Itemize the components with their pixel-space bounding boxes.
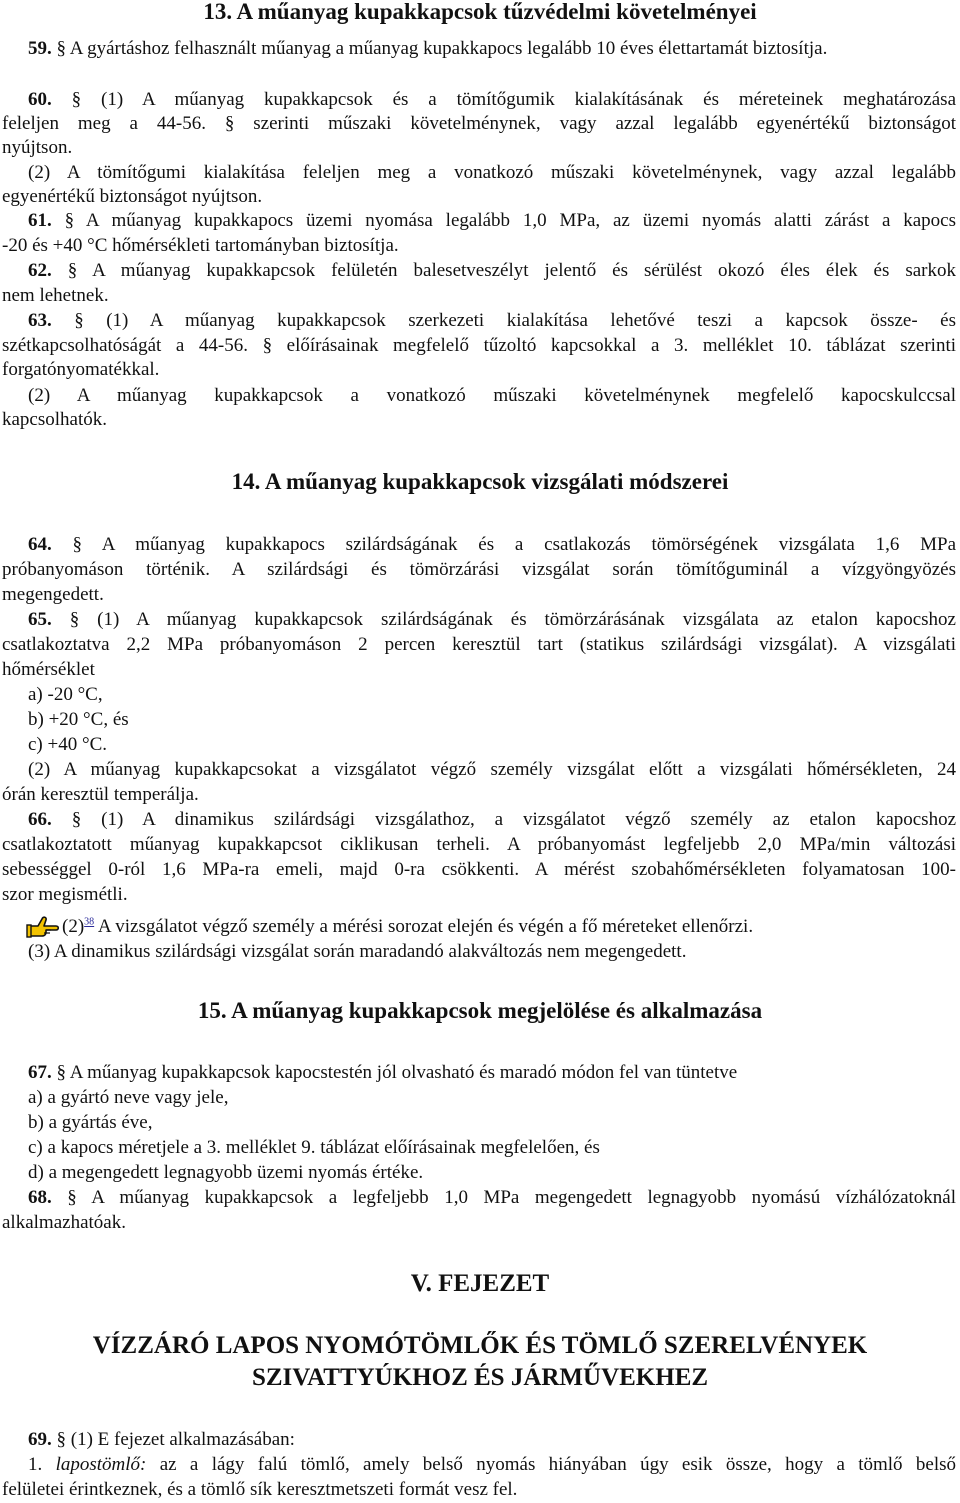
paragraph-62-line: nem lehetnek. (2, 285, 109, 306)
paragraph-number: 59. (28, 38, 52, 59)
list-item: d) a megengedett legnagyobb üzemi nyomás értéke. (28, 1162, 424, 1183)
paragraph-69-line: 1. lapostömlő: az a lágy falú tömlő, amely belső nyomás hiányában úgy esik össze, hogy a tömlő belső (28, 1454, 957, 1475)
paragraph-60-line: feleljen meg a 44-56. § szerinti műszaki követelménynek, vagy azzal legalább egyenértékű biztonságot (2, 113, 956, 134)
paragraph-61-line: 61. § A műanyag kupakkapocs üzemi nyomása legalább 1,0 MPa, az üzemi nyomás alatti zárást a kapocs (28, 210, 957, 231)
paragraph-number: 60. (28, 89, 52, 110)
paragraph-64-line: megengedett. (2, 584, 104, 605)
paragraph-67-line: 67. § A műanyag kupakkapcsok kapocstestén jól olvasható és maradó módon fel van tüntetve (28, 1062, 738, 1083)
paragraph-65-line: 65. § (1) A műanyag kupakkapcsok szilárdságának és tömörzárásának vizsgálata az etalon kapocshoz (28, 609, 956, 630)
paragraph-63-line: (2) A műanyag kupakkapcsok a vonatkozó műszaki követelménynek megfelelő kapocskulccsal (28, 385, 956, 406)
paragraph-66-line: $(2)^{38}$ A vizsgálatot végző személy a mérési sorozat elején és végén a fő méreteket ellenőrzi. (62, 916, 754, 937)
list-item: b) +20 °C, és (28, 709, 129, 730)
paragraph-68-line: 68. § A műanyag kupakkapcsok a legfeljebb 1,0 MPa megengedett legnagyobb nyomású vízhálózatoknál (28, 1187, 956, 1208)
paragraph-68-line: alkalmazhatóak. (2, 1212, 126, 1233)
paragraph-66-line: szor megismétli. (2, 884, 128, 905)
paragraph-number: 67. (28, 1062, 52, 1083)
paragraph-number: 68. (28, 1187, 52, 1208)
paragraph-60-line: (2) A tömítőgumi kialakítása feleljen meg a vonatkozó műszaki követelménynek, vagy azzal legalább (28, 162, 956, 183)
pointing-hand-icon (26, 912, 62, 938)
list-item: c) a kapocs méretjele a 3. melléklet 9. táblázat előírásainak megfelelően, és (28, 1137, 600, 1158)
paragraph-65-line: csatlakoztatva 2,2 MPa próbanyomáson 2 percen keresztül tart (statikus szilárdsági vizsgálat). A vizsgálati (2, 634, 956, 655)
chapter-title-line-1: VÍZZÁRÓ LAPOS NYOMÓTÖMLŐK ÉS TÖMLŐ SZERELVÉNYEK (92, 1332, 868, 1359)
paragraph-60-line: nyújtson. (2, 137, 73, 158)
section-15-title: 15. A műanyag kupakkapcsok megjelölése és alkalmazása (197, 998, 763, 1023)
list-item: a) a gyártó neve vagy jele, (28, 1087, 229, 1108)
section-14-title: 14. A műanyag kupakkapcsok vizsgálati módszerei (231, 469, 729, 494)
paragraph-66-line: 66. § (1) A dinamikus szilárdsági vizsgálathoz, a vizsgálatot végző személy az etalon kapocshoz (28, 809, 957, 830)
paragraph-65-line: (2) A műanyag kupakkapcsokat a vizsgálatot végző személy vizsgálat előtt a vizsgálati hőmérsékleten, 24 (28, 759, 956, 780)
section-13-title: 13. A műanyag kupakkapcsok tűzvédelmi követelményei (203, 0, 757, 24)
paragraph-61-line: -20 és +40 °C hőmérsékleti tartományban biztosítja. (2, 235, 399, 256)
paragraph-number: 69. (28, 1429, 52, 1450)
paragraph-64-line: próbanyomáson történik. A szilárdsági és tömörzárási vizsgálat során tömítőguminál a vízgyöngyözés (2, 559, 956, 580)
paragraph-64-line: 64. § A műanyag kupakkapocs szilárdságának és a csatlakozás tömörségének vizsgálata 1,6 MPa (28, 534, 956, 555)
paragraph-66-line: (3) A dinamikus szilárdsági vizsgálat során maradandó alakváltozás nem megengedett. (28, 941, 687, 962)
paragraph-65-line: órán keresztül temperálja. (2, 784, 199, 805)
paragraph-65-line: hőmérséklet (2, 659, 95, 680)
list-item: a) -20 °C, (28, 684, 103, 705)
paragraph-60-line: 60. § (1) A műanyag kupakkapcsok és a tömítőgumik kialakításának és méreteinek meghatározása (28, 89, 957, 110)
paragraph-63-line: szétkapcsolhatóságát a 44-56. § előírásainak megfelelő tűzoltó kapcsokkal a 3. melléklet 10. táblázat szerinti (2, 335, 956, 356)
paragraph-59-line: 59. § A gyártáshoz felhasznált műanyag a műanyag kupakkapocs legalább 10 éves élettartamát biztosítja. (28, 38, 828, 59)
paragraph-63-line: forgatónyomatékkal. (2, 359, 160, 380)
paragraph-number: 61. (28, 210, 52, 231)
paragraph-number: 63. (28, 310, 52, 331)
paragraph-number: 66. (28, 809, 52, 830)
paragraph-66-line: sebességgel 0-ról 1,6 MPa-ra emeli, majd 0-ra csökkenti. A mérést szobahőmérsékleten folyamatosan 100- (2, 859, 956, 880)
paragraph-69-line: 69. § (1) E fejezet alkalmazásában: (28, 1429, 295, 1450)
paragraph-66-line: csatlakoztatott műanyag kupakkapcsot ciklikusan terheli. A próbanyomást legfeljebb 2,0 MPa/min változási (2, 834, 956, 855)
paragraph-60-line: egyenértékű biztonságot nyújtson. (2, 186, 263, 207)
list-item: b) a gyártás éve, (28, 1112, 153, 1133)
paragraph-63-line: kapcsolhatók. (2, 409, 108, 430)
paragraph-69-line: felületei érintkeznek, és a tömlő sík keresztmetszeti formát vesz fel. (2, 1479, 518, 1500)
paragraph-number: 64. (28, 534, 52, 555)
paragraph-63-line: 63. § (1) A műanyag kupakkapcsok szerkezeti kialakítása lehetővé teszi a kapcsok össze- és (28, 310, 956, 331)
chapter-number: V. FEJEZET (410, 1270, 550, 1297)
paragraph-number: 65. (28, 609, 52, 630)
footnote-link[interactable]: 38 (84, 916, 95, 928)
paragraph-62-line: 62. § A műanyag kupakkapcsok felületén balesetveszélyt jelentő és sérülést okozó éles élek és sarkok (28, 260, 956, 281)
defined-term: lapostömlő: (55, 1454, 147, 1475)
list-item: c) +40 °C. (28, 734, 107, 755)
chapter-title-line-2: SZIVATTYÚKHOZ ÉS JÁRMŰVEKHEZ (251, 1364, 709, 1391)
paragraph-number: 62. (28, 260, 52, 281)
